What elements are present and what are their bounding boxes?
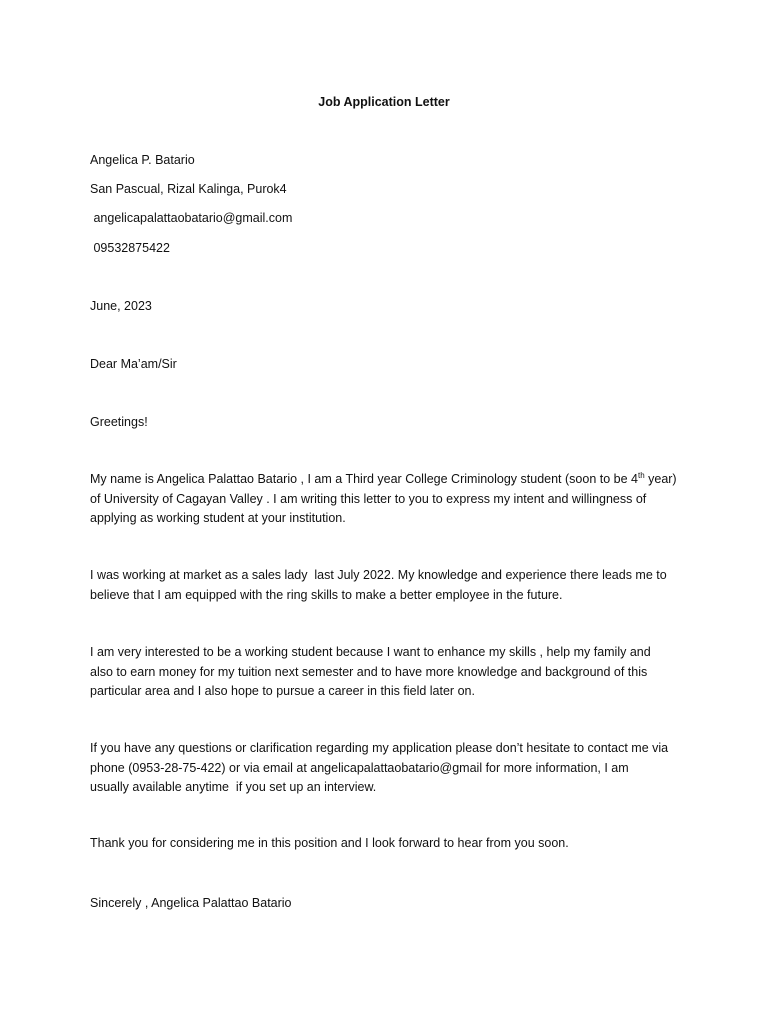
body-paragraph-3 [90, 643, 690, 702]
paragraph-text: My name is Angelica Palattao Batario , I am a Third year College Criminology student (soon to be 4 [90, 472, 638, 486]
paragraph-line: Thank you for considering me in this position and I look forward to hear from you soon. [90, 836, 569, 850]
paragraph-line: phone (0953-28-75-422) or via email at angelicapalattaobatario@gmail for more information, I am [90, 760, 629, 775]
paragraph-line: If you have any questions or clarification regarding my application please don’t hesitate to contact me via [90, 741, 669, 755]
paragraph-line: usually available anytime if you set up an interview. [90, 780, 377, 794]
superscript-ordinal: th [637, 471, 645, 480]
sender-email: angelicapalattaobatario@gmail.com [90, 211, 293, 225]
paragraph-line: of University of Cagayan Valley . I am writing this letter to you to express my intent and willingness of [90, 491, 647, 506]
sender-phone: 09532875422 [90, 241, 170, 255]
salutation: Dear Ma’am/Sir [90, 357, 177, 371]
sender-address: San Pascual, Rizal Kalinga, Purok4 [90, 182, 287, 196]
letter-title: Job Application Letter [318, 95, 450, 109]
paragraph-text: year) [644, 472, 677, 486]
greeting: Greetings! [90, 415, 148, 429]
sender-name: Angelica P. Batario [90, 153, 195, 167]
paragraph-line: I was working at market as a sales lady last July 2022. My knowledge and experience there leads me to [90, 568, 667, 582]
body-paragraph-2 [90, 566, 690, 605]
letter-date: June, 2023 [90, 299, 152, 313]
paragraph-line: I am very interested to be a working student because I want to enhance my skills , help my family and [90, 645, 651, 659]
paragraph-line: believe that I am equipped with the ring skills to make a better employee in the future. [90, 587, 563, 602]
closing-signature: Sincerely , Angelica Palattao Batario [90, 896, 292, 910]
paragraph-line [90, 470, 690, 490]
paragraph-line: also to earn money for my tuition next semester and to have more knowledge and background of this [90, 664, 648, 679]
paragraph-line: particular area and I also hope to pursue a career in this field later on. [90, 684, 475, 698]
paragraph-line: applying as working student at your institution. [90, 511, 346, 525]
body-paragraph-5 [90, 834, 690, 854]
body-paragraph-4 [90, 739, 690, 798]
body-paragraph-1 [90, 470, 690, 529]
